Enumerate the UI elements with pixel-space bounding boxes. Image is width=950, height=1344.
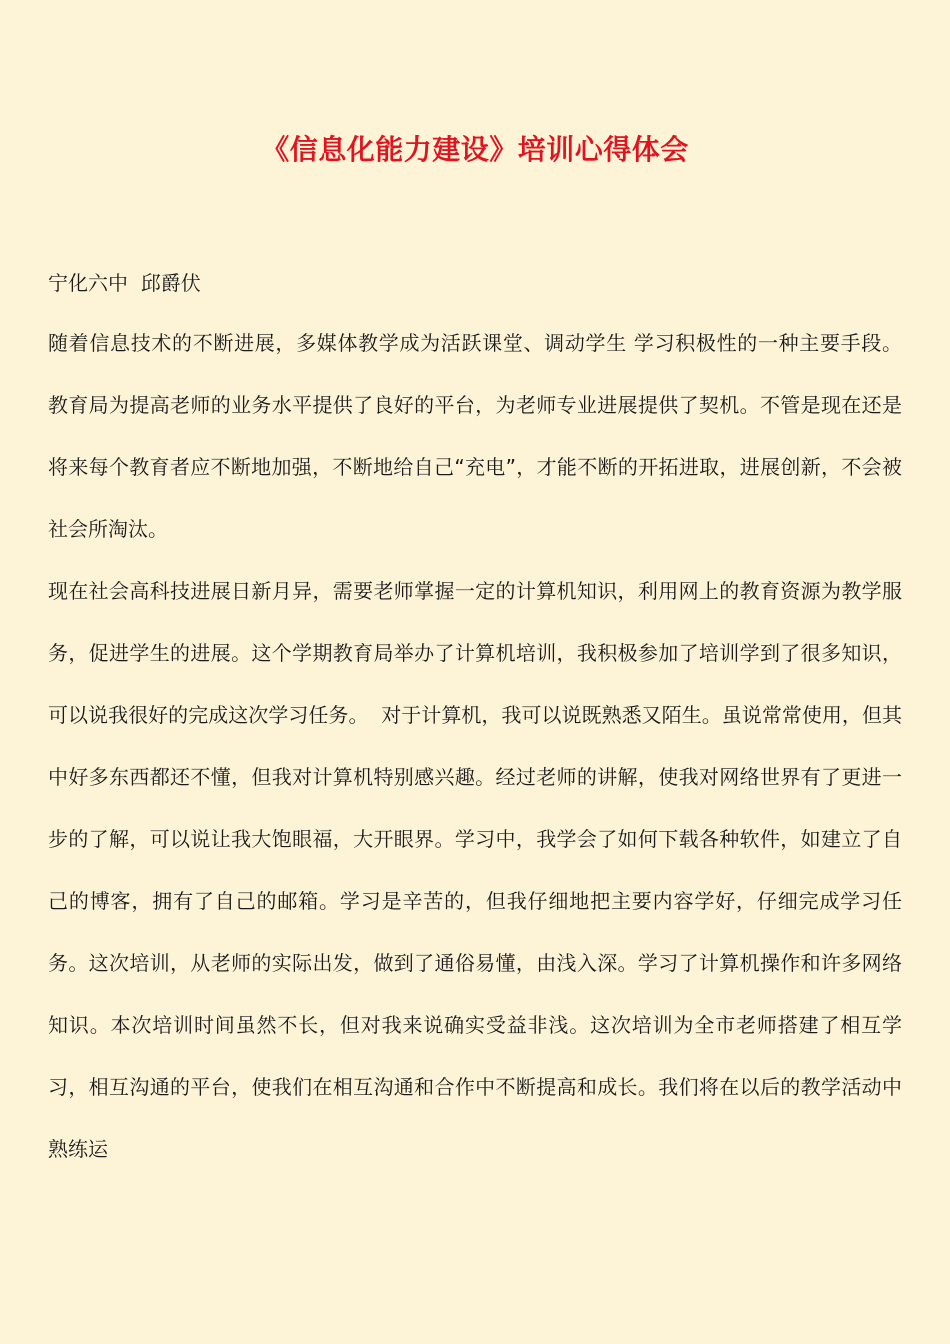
body-paragraph-2: 现在社会高科技进展日新月异，需要老师掌握一定的计算机知识，利用网上的教育资源为教学服务，促进学生的进展。这个学期教育局举办了计算机培训，我积极参加了培训学到了很多知识，可以说我很好的完成这次学习任务。 对于计算机，我可以说既熟悉又陌生。虽说常常使用，但其中好多东西都还不懂，但我对计算机特别感兴趣。经过老师的讲解，使我对网络世界有了更进一步的了解，可以说让我大饱眼福，大开眼界。学习中，我学会了如何下载各种软件，如建立了自己的博客，拥有了自己的邮箱。学习是辛苦的，但我仔细地把主要内容学好，仔细完成学习任务。这次培训，从老师的实际出发，做到了通俗易懂，由浅入深。学习了计算机操作和许多网络知识。本次培训时间虽然不长，但对我来说确实受益非浅。这次培训为全市老师搭建了相互学习，相互沟通的平台，使我们在相互沟通和合作中不断提高和成长。我们将在以后的教学活动中熟练运 [48,579,902,1161]
author-line: 宁化六中 邱爵伏 [48,271,201,295]
document-title: 《信息化能力建设》培训心得体会 [261,133,689,166]
body-paragraph-1: 随着信息技术的不断进展，多媒体教学成为活跃课堂、调动学生 学习积极性的一种主要手段。 教育局为提高老师的业务水平提供了良好的平台，为老师专业进展提供了契机。不管是现在还是将来每个教育者应不断地加强，不断地给自己“充电”，才能不断的开拓进取，进展创新，不会被社会所淘汰。 [48,331,915,541]
